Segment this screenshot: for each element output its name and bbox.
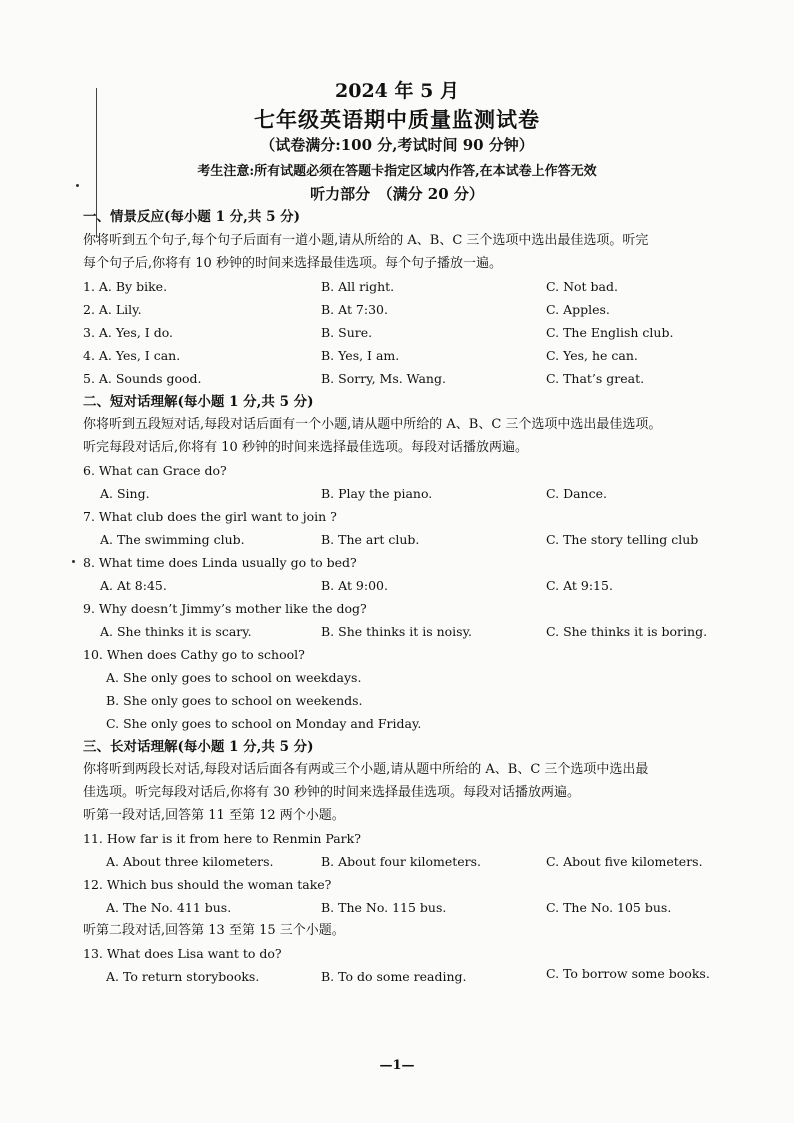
- option-b: B. The art club.: [321, 532, 420, 547]
- option-b: B. All right.: [321, 279, 395, 294]
- option-a: A. About three kilometers.: [106, 854, 274, 869]
- option-b: B. She only goes to school on weekends.: [106, 693, 363, 708]
- option-a: A. She only goes to school on weekdays.: [106, 670, 362, 685]
- section-title: 一、情景反应(每小题 1 分,共 5 分): [83, 209, 301, 225]
- option-c: C. That’s great.: [546, 371, 645, 386]
- option-c: C. The English club.: [546, 325, 674, 340]
- option-b: B. At 7:30.: [321, 302, 388, 317]
- scan-speck: [72, 560, 75, 563]
- option-c: C. The story telling club: [546, 532, 699, 547]
- option-a: A. She thinks it is scary.: [100, 624, 252, 639]
- listening-heading: 听力部分 （满分 20 分）: [310, 185, 484, 203]
- option-a: 1. A. By bike.: [83, 279, 168, 294]
- section-instruction: 佳选项。听完每段对话后,你将有 30 秒钟的时间来选择最佳选项。每段对话播放两遍。: [83, 785, 580, 800]
- exam-notice: 考生注意:所有试题必须在答题卡指定区域内作答,在本试卷上作答无效: [197, 164, 597, 179]
- option-c: C. Dance.: [546, 486, 607, 501]
- section-instruction: 听完每段对话后,你将有 10 秒钟的时间来选择最佳选项。每段对话播放两遍。: [83, 440, 528, 455]
- option-c: C. Yes, he can.: [546, 348, 638, 363]
- question-stem: 12. Which bus should the woman take?: [83, 877, 332, 892]
- question-stem: 6. What can Grace do?: [83, 463, 227, 478]
- section-instruction: 你将听到五段短对话,每段对话后面有一个小题,请从题中所给的 A、B、C 三个选项中选出最佳选项。: [83, 417, 662, 432]
- option-a: A. At 8:45.: [100, 578, 167, 593]
- option-c: C. She only goes to school on Monday and Friday.: [106, 716, 422, 731]
- exam-date: 2024 年 5 月: [335, 80, 459, 102]
- option-c: C. Not bad.: [546, 279, 618, 294]
- option-b: B. At 9:00.: [321, 578, 388, 593]
- page-number: —1—: [379, 1058, 415, 1073]
- dialogue-instruction: 听第一段对话,回答第 11 至第 12 两个小题。: [83, 808, 345, 823]
- option-a: 3. A. Yes, I do.: [83, 325, 173, 340]
- option-b: B. Play the piano.: [321, 486, 433, 501]
- option-b: B. About four kilometers.: [321, 854, 482, 869]
- section-title: 三、长对话理解(每小题 1 分,共 5 分): [83, 739, 314, 755]
- option-a: 2. A. Lily.: [83, 302, 142, 317]
- option-a: A. To return storybooks.: [106, 969, 260, 984]
- question-stem: 10. When does Cathy go to school?: [83, 647, 305, 662]
- option-a: A. The swimming club.: [100, 532, 245, 547]
- option-b: B. To do some reading.: [321, 969, 467, 984]
- question-stem: 13. What does Lisa want to do?: [83, 946, 282, 961]
- option-c: C. She thinks it is boring.: [546, 624, 708, 639]
- option-b: B. Sure.: [321, 325, 373, 340]
- option-a: A. The No. 411 bus.: [106, 900, 232, 915]
- section-title: 二、短对话理解(每小题 1 分,共 5 分): [83, 394, 314, 410]
- exam-title: 七年级英语期中质量监测试卷: [254, 107, 540, 132]
- option-c: C. The No. 105 bus.: [546, 900, 672, 915]
- option-b: B. She thinks it is noisy.: [321, 624, 472, 639]
- question-stem: 7. What club does the girl want to join ?: [83, 509, 337, 524]
- option-c: C. At 9:15.: [546, 578, 613, 593]
- question-stem: 8. What time does Linda usually go to bed?: [83, 555, 357, 570]
- option-b: B. Sorry, Ms. Wang.: [321, 371, 446, 386]
- option-b: B. Yes, I am.: [321, 348, 400, 363]
- section-instruction: 你将听到两段长对话,每段对话后面各有两或三个小题,请从题中所给的 A、B、C 三个选项中选出最: [83, 762, 649, 777]
- option-b: B. The No. 115 bus.: [321, 900, 447, 915]
- option-a: 5. A. Sounds good.: [83, 371, 202, 386]
- section-instruction: 每个句子后,你将有 10 秒钟的时间来选择最佳选项。每个句子播放一遍。: [83, 256, 502, 271]
- exam-subtitle: （试卷满分:100 分,考试时间 90 分钟）: [260, 136, 534, 154]
- option-c: C. Apples.: [546, 302, 610, 317]
- dialogue-instruction: 听第二段对话,回答第 13 至第 15 三个小题。: [83, 923, 345, 938]
- question-stem: 11. How far is it from here to Renmin Park?: [83, 831, 361, 846]
- option-c: C. To borrow some books.: [546, 966, 710, 981]
- option-a: 4. A. Yes, I can.: [83, 348, 181, 363]
- question-stem: 9. Why doesn’t Jimmy’s mother like the dog?: [83, 601, 367, 616]
- option-a: A. Sing.: [100, 486, 150, 501]
- section-instruction: 你将听到五个句子,每个句子后面有一道小题,请从所给的 A、B、C 三个选项中选出最佳选项。听完: [83, 233, 649, 248]
- option-c: C. About five kilometers.: [546, 854, 703, 869]
